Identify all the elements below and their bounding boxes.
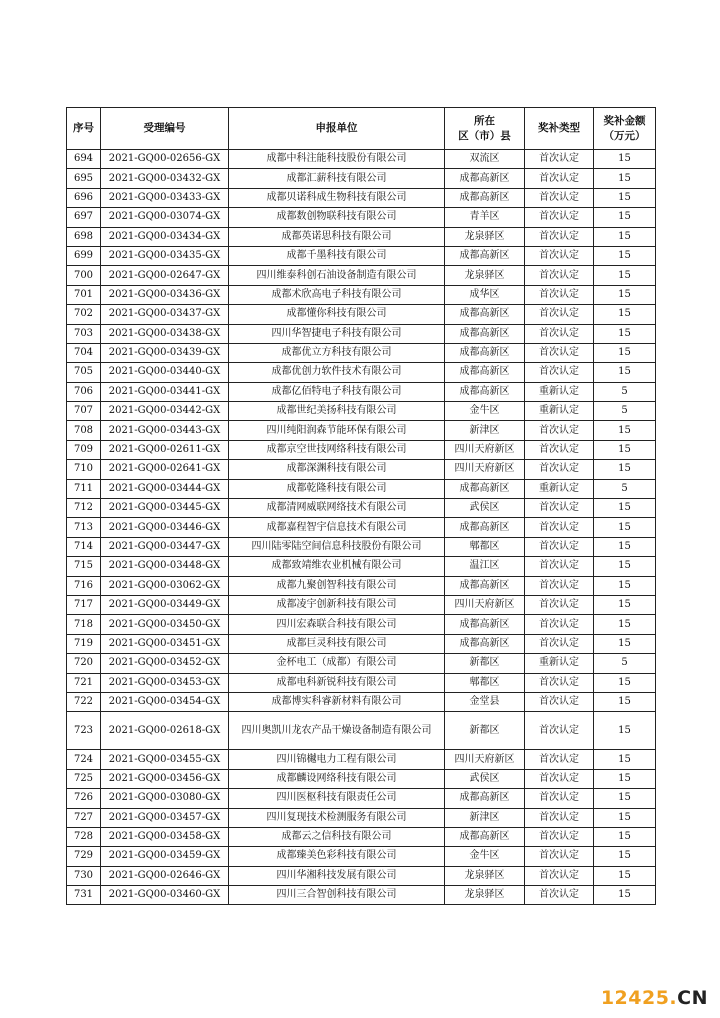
cell-district: 成都高新区 [445,518,525,537]
header-type: 奖补类型 [525,108,594,150]
table-row [67,518,656,537]
cell-unit: 四川奥凯川龙农产品干燥设备制造有限公司 [229,712,445,750]
table-body [67,150,656,905]
cell-type: 首次认定 [525,595,594,614]
cell-code: 2021-GQ00-03453-GX [101,673,229,692]
cell-unit: 成都巨灵科技有限公司 [229,634,445,653]
cell-type: 首次认定 [525,343,594,362]
cell-amount: 15 [594,324,656,343]
cell-seq: 715 [67,557,101,576]
cell-district: 成华区 [445,285,525,304]
cell-unit: 成都汇薪科技有限公司 [229,169,445,188]
cell-amount: 15 [594,866,656,885]
table-row [67,847,656,866]
cell-seq: 727 [67,808,101,827]
table-row [67,595,656,614]
cell-unit: 四川维泰科创石油设备制造有限公司 [229,266,445,285]
cell-amount: 15 [594,595,656,614]
header-seq: 序号 [67,108,101,150]
cell-amount: 15 [594,673,656,692]
cell-code: 2021-GQ00-03447-GX [101,537,229,556]
cell-type: 首次认定 [525,266,594,285]
cell-seq: 702 [67,305,101,324]
cell-amount: 15 [594,285,656,304]
cell-type: 首次认定 [525,363,594,382]
header-amount-line2: （万元） [603,129,646,142]
cell-amount: 15 [594,150,656,169]
cell-type: 首次认定 [525,827,594,846]
cell-code: 2021-GQ00-03448-GX [101,557,229,576]
cell-district: 郫都区 [445,673,525,692]
cell-amount: 15 [594,460,656,479]
cell-amount: 15 [594,518,656,537]
cell-type: 首次认定 [525,712,594,750]
cell-district: 四川天府新区 [445,750,525,769]
table-row [67,576,656,595]
cell-district: 金牛区 [445,847,525,866]
table-row [67,750,656,769]
table-row [67,363,656,382]
cell-district: 新都区 [445,712,525,750]
cell-type: 首次认定 [525,285,594,304]
site-watermark [601,987,708,1009]
cell-seq: 729 [67,847,101,866]
cell-district: 龙泉驿区 [445,866,525,885]
cell-seq: 701 [67,285,101,304]
cell-district: 成都高新区 [445,634,525,653]
cell-type: 首次认定 [525,227,594,246]
cell-type: 重新认定 [525,382,594,401]
cell-district: 四川天府新区 [445,440,525,459]
cell-unit: 成都深渊科技有限公司 [229,460,445,479]
cell-type: 首次认定 [525,673,594,692]
cell-type: 首次认定 [525,576,594,595]
watermark-suffix: CN [677,987,708,1009]
header-district-line1: 所在 [474,114,495,127]
cell-unit: 成都乾隆科技有限公司 [229,479,445,498]
cell-code: 2021-GQ00-02647-GX [101,266,229,285]
cell-district: 成都高新区 [445,576,525,595]
table-row [67,692,656,711]
cell-district: 龙泉驿区 [445,266,525,285]
cell-type: 首次认定 [525,305,594,324]
cell-district: 金堂县 [445,692,525,711]
cell-code: 2021-GQ00-03441-GX [101,382,229,401]
cell-unit: 成都致靖维农业机械有限公司 [229,557,445,576]
cell-amount: 15 [594,440,656,459]
cell-unit: 成都英诺思科技有限公司 [229,227,445,246]
table-row [67,615,656,634]
table-row [67,150,656,169]
cell-amount: 15 [594,537,656,556]
cell-seq: 699 [67,246,101,265]
cell-unit: 四川复现技术检测服务有限公司 [229,808,445,827]
cell-district: 成都高新区 [445,305,525,324]
cell-seq: 700 [67,266,101,285]
header-district [445,108,525,150]
cell-district: 双流区 [445,150,525,169]
cell-district: 成都高新区 [445,479,525,498]
cell-unit: 成都世纪美扬科技有限公司 [229,402,445,421]
cell-code: 2021-GQ00-02656-GX [101,150,229,169]
cell-district: 青羊区 [445,208,525,227]
cell-code: 2021-GQ00-03445-GX [101,499,229,518]
cell-unit: 成都千墨科技有限公司 [229,246,445,265]
cell-code: 2021-GQ00-03446-GX [101,518,229,537]
cell-unit: 四川医枢科技有限责任公司 [229,789,445,808]
table-row [67,673,656,692]
cell-code: 2021-GQ00-03435-GX [101,246,229,265]
cell-code: 2021-GQ00-02641-GX [101,460,229,479]
cell-code: 2021-GQ00-03080-GX [101,789,229,808]
watermark-dot: . [669,987,678,1009]
cell-amount: 15 [594,188,656,207]
cell-seq: 704 [67,343,101,362]
table-row [67,557,656,576]
cell-amount: 15 [594,789,656,808]
cell-unit: 成都数创物联科技有限公司 [229,208,445,227]
table-row [67,827,656,846]
cell-seq: 705 [67,363,101,382]
cell-code: 2021-GQ00-03442-GX [101,402,229,421]
cell-district: 成都高新区 [445,343,525,362]
subsidy-table [66,107,656,905]
cell-amount: 15 [594,712,656,750]
cell-code: 2021-GQ00-03074-GX [101,208,229,227]
cell-code: 2021-GQ00-03434-GX [101,227,229,246]
cell-amount: 15 [594,227,656,246]
cell-type: 首次认定 [525,421,594,440]
header-district-line2: 区（市）县 [458,129,511,142]
cell-type: 首次认定 [525,750,594,769]
cell-code: 2021-GQ00-02646-GX [101,866,229,885]
table-row [67,188,656,207]
cell-code: 2021-GQ00-03438-GX [101,324,229,343]
cell-type: 首次认定 [525,208,594,227]
cell-unit: 成都中科注能科技股份有限公司 [229,150,445,169]
cell-unit: 成都亿佰特电子科技有限公司 [229,382,445,401]
cell-unit: 成都云之信科技有限公司 [229,827,445,846]
cell-type: 首次认定 [525,769,594,788]
cell-district: 龙泉驿区 [445,886,525,905]
cell-type: 首次认定 [525,537,594,556]
cell-code: 2021-GQ00-03459-GX [101,847,229,866]
cell-code: 2021-GQ00-03449-GX [101,595,229,614]
watermark-number: 12425 [600,987,670,1009]
cell-type: 重新认定 [525,402,594,421]
table-row [67,421,656,440]
cell-district: 成都高新区 [445,169,525,188]
cell-amount: 5 [594,402,656,421]
cell-seq: 706 [67,382,101,401]
cell-code: 2021-GQ00-03436-GX [101,285,229,304]
cell-amount: 15 [594,266,656,285]
cell-amount: 15 [594,499,656,518]
cell-type: 首次认定 [525,866,594,885]
table-row [67,712,656,750]
cell-code: 2021-GQ00-03433-GX [101,188,229,207]
cell-code: 2021-GQ00-03458-GX [101,827,229,846]
cell-district: 四川天府新区 [445,460,525,479]
cell-amount: 15 [594,557,656,576]
cell-amount: 15 [594,847,656,866]
cell-seq: 696 [67,188,101,207]
cell-amount: 15 [594,886,656,905]
cell-seq: 720 [67,654,101,673]
cell-code: 2021-GQ00-03437-GX [101,305,229,324]
cell-unit: 成都嘉程智宇信息技术有限公司 [229,518,445,537]
cell-unit: 成都凌宇创新科技有限公司 [229,595,445,614]
cell-amount: 15 [594,421,656,440]
cell-unit: 成都京空世技网络科技有限公司 [229,440,445,459]
cell-seq: 731 [67,886,101,905]
cell-seq: 724 [67,750,101,769]
cell-seq: 730 [67,866,101,885]
table-row [67,479,656,498]
cell-seq: 728 [67,827,101,846]
cell-code: 2021-GQ00-03454-GX [101,692,229,711]
cell-seq: 713 [67,518,101,537]
header-amount-line1: 奖补金额 [603,114,646,127]
cell-amount: 15 [594,363,656,382]
cell-type: 首次认定 [525,808,594,827]
table-row [67,382,656,401]
cell-code: 2021-GQ00-02618-GX [101,712,229,750]
cell-code: 2021-GQ00-03455-GX [101,750,229,769]
cell-unit: 成都臻美色彩科技有限公司 [229,847,445,866]
cell-type: 首次认定 [525,150,594,169]
cell-amount: 15 [594,576,656,595]
cell-unit: 四川锦樾电力工程有限公司 [229,750,445,769]
table-row [67,440,656,459]
cell-code: 2021-GQ00-03439-GX [101,343,229,362]
cell-district: 龙泉驿区 [445,227,525,246]
cell-code: 2021-GQ00-03450-GX [101,615,229,634]
cell-code: 2021-GQ00-03460-GX [101,886,229,905]
cell-type: 首次认定 [525,557,594,576]
cell-district: 成都高新区 [445,789,525,808]
table-row [67,808,656,827]
cell-unit: 成都懂你科技有限公司 [229,305,445,324]
header-unit: 申报单位 [229,108,445,150]
table-row [67,460,656,479]
cell-district: 新津区 [445,808,525,827]
cell-type: 重新认定 [525,654,594,673]
cell-district: 成都高新区 [445,827,525,846]
cell-amount: 15 [594,246,656,265]
cell-district: 成都高新区 [445,324,525,343]
table-row [67,634,656,653]
cell-district: 武侯区 [445,769,525,788]
cell-seq: 709 [67,440,101,459]
cell-amount: 5 [594,479,656,498]
cell-unit: 成都博实科睿新材料有限公司 [229,692,445,711]
cell-district: 成都高新区 [445,615,525,634]
cell-seq: 717 [67,595,101,614]
cell-type: 首次认定 [525,518,594,537]
cell-amount: 15 [594,808,656,827]
cell-code: 2021-GQ00-03457-GX [101,808,229,827]
cell-seq: 707 [67,402,101,421]
table-row [67,537,656,556]
cell-unit: 四川华智捷电子科技有限公司 [229,324,445,343]
cell-district: 金牛区 [445,402,525,421]
table-row [67,866,656,885]
table-row [67,343,656,362]
cell-type: 首次认定 [525,886,594,905]
cell-seq: 697 [67,208,101,227]
cell-district: 四川天府新区 [445,595,525,614]
cell-code: 2021-GQ00-03062-GX [101,576,229,595]
cell-amount: 15 [594,615,656,634]
cell-amount: 15 [594,208,656,227]
cell-type: 首次认定 [525,499,594,518]
table-row [67,246,656,265]
cell-type: 首次认定 [525,169,594,188]
cell-amount: 15 [594,343,656,362]
cell-district: 武侯区 [445,499,525,518]
cell-seq: 698 [67,227,101,246]
cell-unit: 成都麟设网络科技有限公司 [229,769,445,788]
cell-type: 首次认定 [525,615,594,634]
cell-unit: 成都清网威联网络技术有限公司 [229,499,445,518]
cell-amount: 15 [594,769,656,788]
cell-type: 首次认定 [525,460,594,479]
cell-district: 新津区 [445,421,525,440]
cell-code: 2021-GQ00-03440-GX [101,363,229,382]
cell-seq: 722 [67,692,101,711]
cell-type: 重新认定 [525,479,594,498]
table-row [67,499,656,518]
cell-type: 首次认定 [525,440,594,459]
cell-type: 首次认定 [525,188,594,207]
cell-seq: 721 [67,673,101,692]
cell-amount: 15 [594,305,656,324]
cell-seq: 695 [67,169,101,188]
cell-seq: 694 [67,150,101,169]
cell-district: 成都高新区 [445,246,525,265]
cell-seq: 710 [67,460,101,479]
cell-code: 2021-GQ00-02611-GX [101,440,229,459]
cell-unit: 成都优创力软件技术有限公司 [229,363,445,382]
table-row [67,169,656,188]
cell-seq: 714 [67,537,101,556]
cell-seq: 703 [67,324,101,343]
header-code: 受理编号 [101,108,229,150]
table-row [67,324,656,343]
cell-district: 温江区 [445,557,525,576]
table-row [67,886,656,905]
header-amount [594,108,656,150]
cell-seq: 708 [67,421,101,440]
cell-unit: 四川华湘科技发展有限公司 [229,866,445,885]
cell-code: 2021-GQ00-03443-GX [101,421,229,440]
cell-unit: 四川纯阳润森节能环保有限公司 [229,421,445,440]
cell-unit: 四川三合智创科技有限公司 [229,886,445,905]
cell-code: 2021-GQ00-03452-GX [101,654,229,673]
cell-type: 首次认定 [525,324,594,343]
cell-district: 成都高新区 [445,382,525,401]
cell-amount: 15 [594,634,656,653]
cell-type: 首次认定 [525,789,594,808]
cell-code: 2021-GQ00-03451-GX [101,634,229,653]
table-row [67,769,656,788]
cell-unit: 成都术欣高电子科技有限公司 [229,285,445,304]
cell-district: 成都高新区 [445,188,525,207]
cell-amount: 15 [594,692,656,711]
cell-amount: 5 [594,654,656,673]
table-row [67,789,656,808]
cell-unit: 四川宏森联合科技有限公司 [229,615,445,634]
cell-amount: 15 [594,169,656,188]
cell-seq: 719 [67,634,101,653]
table-row [67,402,656,421]
table-row [67,227,656,246]
cell-amount: 15 [594,750,656,769]
cell-code: 2021-GQ00-03456-GX [101,769,229,788]
cell-code: 2021-GQ00-03444-GX [101,479,229,498]
cell-type: 首次认定 [525,634,594,653]
cell-unit: 成都优立方科技有限公司 [229,343,445,362]
cell-seq: 726 [67,789,101,808]
table-row [67,285,656,304]
cell-unit: 四川陆零陆空间信息科技股份有限公司 [229,537,445,556]
cell-unit: 金杯电工（成都）有限公司 [229,654,445,673]
table-row [67,654,656,673]
table-row [67,208,656,227]
cell-seq: 718 [67,615,101,634]
table-header-row [67,108,656,150]
table-row [67,305,656,324]
cell-seq: 712 [67,499,101,518]
cell-seq: 711 [67,479,101,498]
cell-seq: 716 [67,576,101,595]
cell-district: 郫都区 [445,537,525,556]
cell-unit: 成都贝诺科成生物科技有限公司 [229,188,445,207]
cell-unit: 成都电科新锐科技有限公司 [229,673,445,692]
cell-unit: 成都九聚创智科技有限公司 [229,576,445,595]
cell-seq: 723 [67,712,101,750]
cell-amount: 5 [594,382,656,401]
cell-amount: 15 [594,827,656,846]
cell-seq: 725 [67,769,101,788]
cell-type: 首次认定 [525,692,594,711]
cell-district: 新都区 [445,654,525,673]
cell-type: 首次认定 [525,847,594,866]
cell-district: 成都高新区 [445,363,525,382]
cell-type: 首次认定 [525,246,594,265]
cell-code: 2021-GQ00-03432-GX [101,169,229,188]
table-row [67,266,656,285]
